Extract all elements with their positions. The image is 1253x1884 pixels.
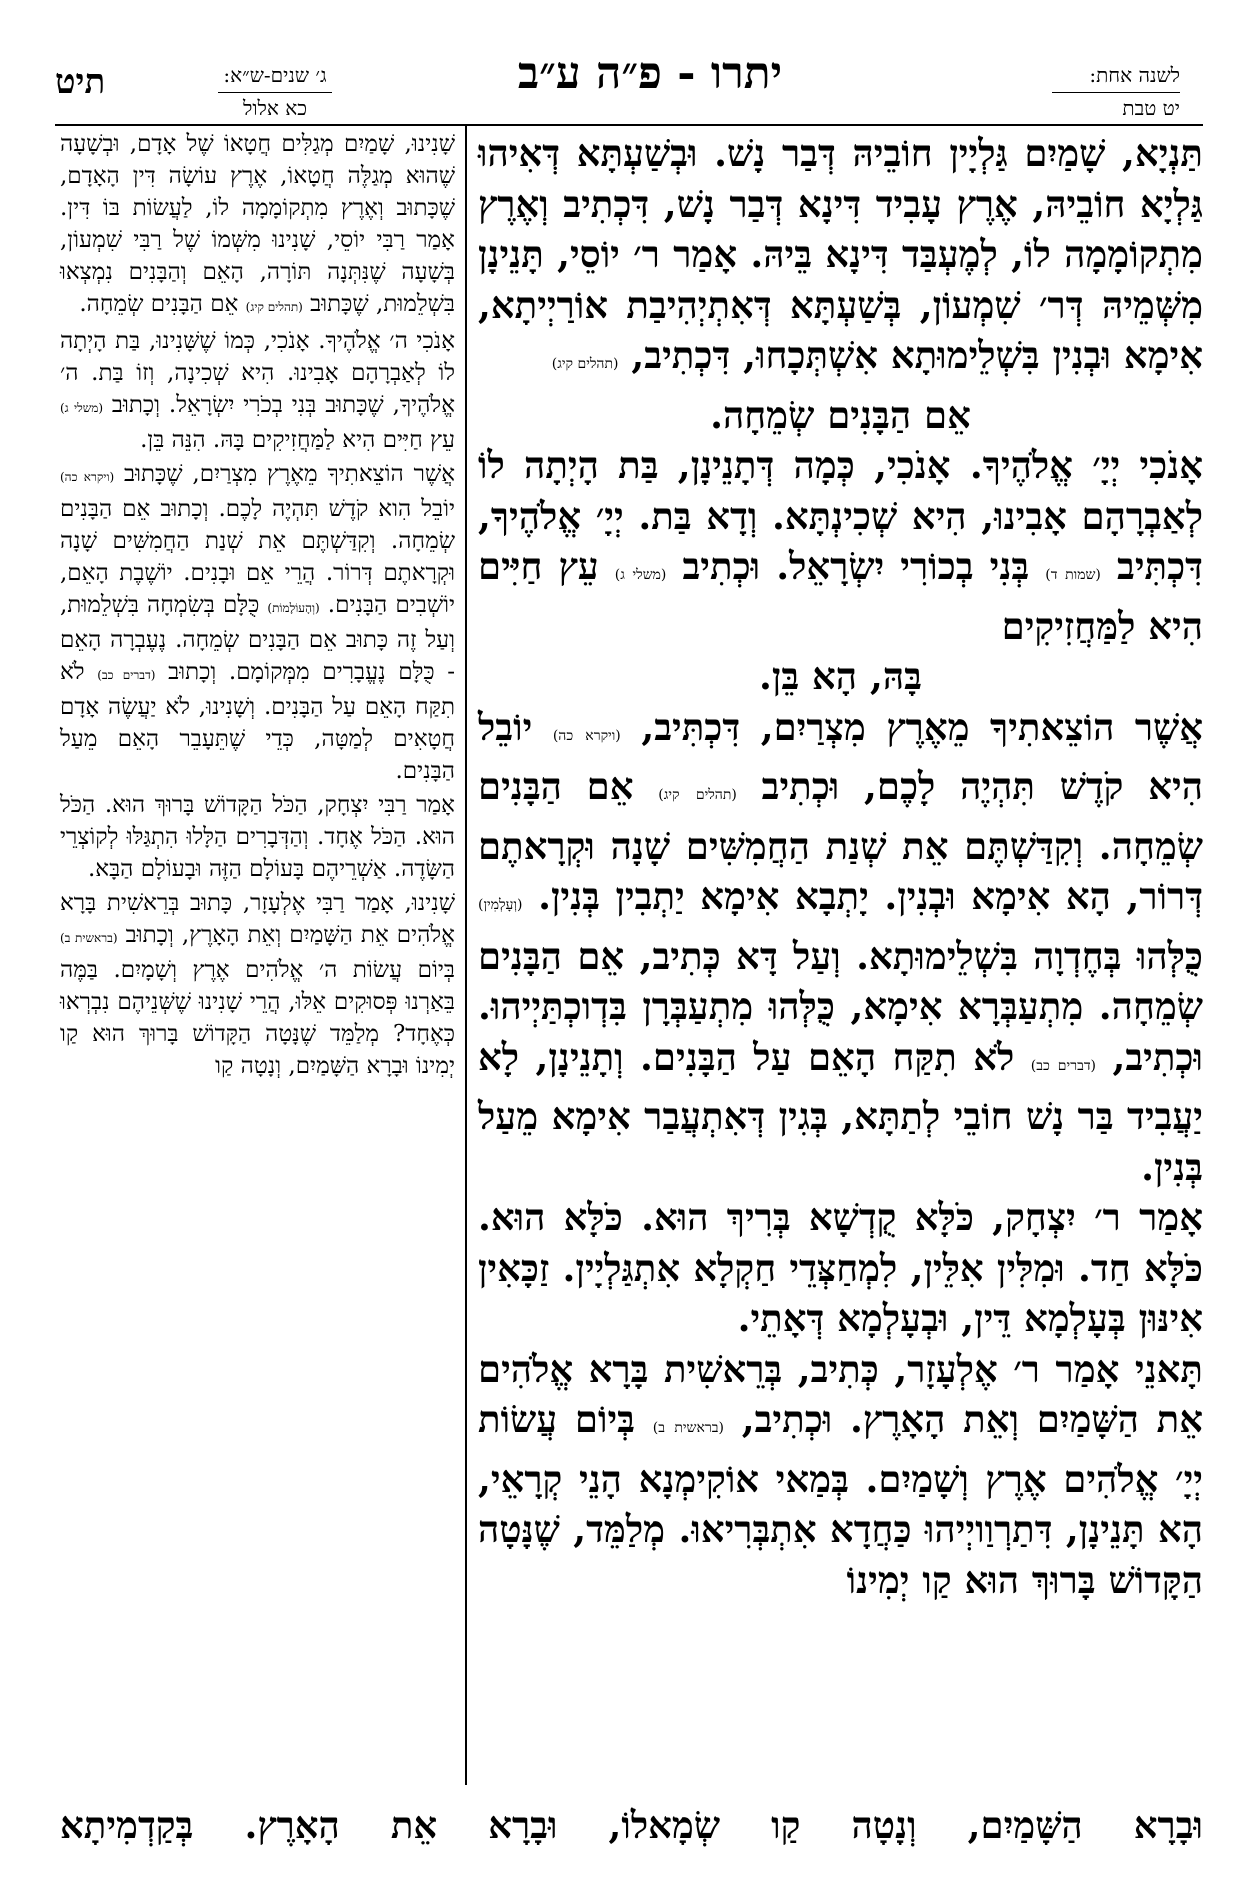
main-text: אֵם הַבָּנִים שְׂמֵחָה. xyxy=(710,392,971,437)
side-text: אֵם הַבָּנִים שְׂמֵחָה. xyxy=(79,291,239,317)
main-text: בְּנִי בְכוֹרִי יִשְׂרָאֵל. וּכְתִיב xyxy=(682,544,1030,588)
main-text-column xyxy=(478,128,1203,1605)
main-paragraph xyxy=(478,702,1203,1193)
side-text: אָנֹכִי ה׳ אֱלֹהֶיךָ. אָנֹכִי, כְּמוֹ שֶׁשָּׁנִינוּ, בַּת הָיְתָה לוֹ לְאַבְרָהָם אָבִינוּ. הִיא שְׁכִינָה, וְזוֹ בַּת. ה׳ אֱלֹהֶיךָ, שֶׁכָּתוּב בְּנִי בְכֹרִי יִשְׂרָאֵל. וְכָתוּב xyxy=(60,328,455,418)
citation: (ויקרא כה) xyxy=(60,470,115,484)
citation: (וְעָלְמִין) xyxy=(478,897,523,913)
main-text: יוֹבֵל הִיא קֹדֶשׁ תִּהְיֶה לָכֶם, וּכְתִיב xyxy=(478,704,1203,808)
citation: (משלי ג) xyxy=(614,567,667,583)
main-text: תָּאנֵי אָמַר ר׳ אֶלְעָזָר, כְּתִיב, בְּרֵאשִׁית בָּרָא אֱלֹהִים אֵת הַשָּׁמַיִם וְאֵת הָאָרֶץ. וּכְתִיב, xyxy=(478,1346,1203,1441)
side-text: יוֹבֵל הִוא קֹדֶשׁ תִּהְיֶה לָכֶם. וְכָתוּב אֵם הַבָּנִים שְׂמֵחָה. וְקִדַּשְׁתֶּם אֵת שְׁנַת הַחֲמִשִּׁים שָׁנָה וּקְרָאתֶם דְּרוֹר. הֲרֵי אֵם וּבָנִים. יוֹשֶׁבֶת הָאֵם, יוֹשְׁבִים הַבָּנִים. xyxy=(60,496,456,618)
citation: (שמות ד) xyxy=(1045,567,1101,583)
main-text: לֹא תִקַּח הָאֵם עַל הַבָּנִים. וְתָנֵינָן, לָא יַעֲבִיד בַּר נָשׁ חוֹבֵי לְתַתָּא, בְּגִין דְּאִתְעֲבַר אִימָא מֵעַל בְּנִין. xyxy=(478,1034,1203,1189)
main-text: בָּהּ, הָא בֵּן. xyxy=(759,654,922,698)
side-text: אֲשֶׁר הוֹצֵאתִיךָ מֵאֶרֶץ מִצְרַיִם, שֶׁכָּתוּב xyxy=(124,461,455,487)
citation: (דברים כב) xyxy=(1030,1057,1097,1074)
side-paragraph xyxy=(60,325,455,456)
schedule-one-year-date: יט טבת xyxy=(1052,92,1180,123)
main-text: כֻּלְּהוּ בְּחֶדְוָה בִּשְׁלֵימוּתָא. וְעַל דָּא כְּתִיב, אֵם הַבָּנִים שְׂמֵחָה. מִתְעַבְּרָא אִימָא, כֻּלְּהוּ מִתְעַבְּרָן בִּדְוכְתַּיְיהוּ. וּכְתִיב, xyxy=(478,933,1203,1079)
main-paragraph xyxy=(478,440,1203,651)
page-title: יתרו - פ״ה ע״ב xyxy=(517,48,783,99)
side-text: שָׁנִינוּ, אָמַר רַבִּי אֶלְעָזָר, כָּתוּב בְּרֵאשִׁית בָּרָא אֱלֹהִים אֵת הַשָּׁמַיִם וְאֵת הָאָרֶץ, וְכָתוּב xyxy=(60,890,455,948)
side-text: כֻּלָּם בְּשִׂמְחָה בִּשְׁלֵמוּת, וְעַל זֶה כָּתוּב אֵם הַבָּנִים שְׂמֵחָה. נֶעֶבְרָה הָאֵם - כֻּלָּם נֶעֱבָרִים מִמְּקוֹמָם. וְכָתוּב xyxy=(60,592,455,685)
main-text: בְּיוֹם עֲשׂוֹת יְיָ׳ אֱלֹהִים אֶרֶץ וְשָׁמַיִם. בְּמַאי אוֹקִימְנָא הָנֵי קְרָאֵי, הָא תָּנֵינָן, דִּתַרְוַויְיהוּ כַּחֲדָא אִתְבְּרִיאוּ. מְלַמֵּד, שֶׁנָּטָה הַקָּדוֹשׁ בָּרוּךְ הוּא קַו יְמִינוֹ xyxy=(478,1397,1203,1602)
side-text: בְּיוֹם עֲשׂוֹת ה׳ אֱלֹהִים אֶרֶץ וְשָׁמָיִם. בַּמֶּה בֵּאַרְנוּ פְּסוּקִים אֵלּוּ, הֲרֵי שָׁנִינוּ שֶׁשְּׁנֵיהֶם נִבְרְאוּ כְּאֶחָד? מְלַמֵּד שֶׁנָּטָה הַקָּדוֹשׁ בָּרוּךְ הוּא קַו יְמִינוֹ וּבָרָא הַשָּׁמַיִם, וְנָטָה קַו xyxy=(60,957,455,1079)
citation: (בראשית ב) xyxy=(652,1420,724,1436)
main-text: אֲשֶׁר הוֹצֵאתִיךָ מֵאֶרֶץ מִצְרַיִם, דִּכְתִּיב, xyxy=(641,704,1204,749)
main-text: אֵם הַבָּנִים שְׂמֵחָה. וְקִדַּשְׁתֶּם אֵת שְׁנַת הַחֲמִשִּׁים שָׁנָה וּקְרָאתֶם דְּרוֹר, הָא אִימָא וּבְנִין. יָתְבָא אִימָא יַתְבִין בְּנִין. xyxy=(478,764,1203,918)
page-number: תיט xyxy=(55,62,106,102)
main-text: אָנֹכִי יְיָ׳ אֱלֹהֶיךָ. אָנֹכִי, כְּמָה דְּתָנֵינָן, בַּת הָיְתָה לוֹ לְאַבְרָהָם אָבִינוּ, הִיא שְׁכִינְתָּא. וְדָא בַּת. יְיָ׳ אֱלֹהֶיךָ, דִּכְתִּיב xyxy=(478,443,1203,588)
column-divider xyxy=(465,125,467,1785)
citation: (תהלים קיג) xyxy=(658,787,737,803)
side-text: לֹא תִקַּח הָאֵם עַל הַבָּנִים. וְשָׁנִינוּ, לֹא יַעֲשֶׂה אָדָם חֲטָאִים לְמַטָּה, כְּדֵי שֶׁתֵּעָבֵר הָאֵם מֵעַל הַבָּנִים. xyxy=(60,659,455,784)
main-text: תַּנְיָא, שָׁמַיִם גַּלְיָין חוֹבֵיהּ דְּבַר נָשׁ. וּבְשַׁעְתָּא דְּאִיהוּ גַּלְיָא חוֹבֵיהּ, אֶרֶץ עָבִיד דִּינָא דְּבַר נָשׁ, דִּכְתִיב וְאֶרֶץ מִתְקוֹמָמָה לוֹ, לְמֶעְבַּד דִּינָא בֵּיהּ. אָמַר ר׳ יוֹסֵי, תָּנֵינָן מִשְּׁמֵיהּ דְּר׳ שִׁמְעוֹן, בְּשַׁעְתָּא דְּאִתְיְהִיבַת אוֹרַיְיתָא, אִימָא וּבְנִין בִּשְׁלֵימוּתָא אִשְׁתְּכָחוּ, דִּכְתִיב, xyxy=(478,131,1203,377)
side-paragraph xyxy=(60,887,455,1082)
main-paragraph xyxy=(478,128,1203,390)
schedule-three-years-date: כא אלול xyxy=(218,92,332,123)
citation: (משלי ג) xyxy=(60,401,104,415)
side-paragraph xyxy=(60,128,455,323)
side-paragraph xyxy=(60,789,455,885)
citation: (דברים כב) xyxy=(97,668,156,682)
header-divider xyxy=(55,124,1203,126)
citation: (ויקרא כה) xyxy=(552,727,621,744)
main-paragraph xyxy=(478,1344,1203,1606)
main-text: עֵץ חַיִּים הִיא לַמַּחֲזִיקִים xyxy=(478,544,1203,648)
side-text: עֵץ חַיִּים הִיא לַמַּחֲזִיקִים בָּהּ. הִנֵּה בֵּן. xyxy=(140,427,455,453)
side-text: אָמַר רַבִּי יִצְחָק, הַכֹּל הַקָּדוֹשׁ בָּרוּךְ הוּא. הַכֹּל הוּא. הַכֹּל אֶחָד. וְהַדְּבָרִים הַלָּלוּ הִתְגַּלּוּ לְקוֹצְרֵי הַשָּׂדֶה. אַשְׁרֵיהֶם בָּעוֹלָם הַזֶּה וּבָעוֹלָם הַבָּא. xyxy=(60,792,455,882)
translation-column xyxy=(60,128,455,1084)
citation: (בראשית ב) xyxy=(60,931,118,945)
main-paragraph xyxy=(478,1192,1203,1344)
citation: (תהלים קיג) xyxy=(245,300,303,314)
side-paragraph xyxy=(60,458,455,787)
side-text: שָׁנִינוּ, שָׁמַיִם מְגַלִּים חֲטָאוֹ שֶׁל אָדָם, וּבְשָׁעָה שֶׁהוּא מְגַלֶּה חֲטָאוֹ, אֶרֶץ עוֹשָׂה דִּין הָאָדָם, שֶׁכָּתוּב וְאֶרֶץ מִתְקוֹמָמָה לוֹ, לַעֲשׂוֹת בּוֹ דִּין. אָמַר רַבִּי יוֹסֵי, שָׁנִינוּ מִשְּׁמוֹ שֶׁל רַבִּי שִׁמְעוֹן, בְּשָׁעָה שֶׁנִּתְּנָה תּוֹרָה, הָאֵם וְהַבָּנִים נִמְצְאוּ בִּשְׁלֵמוּת, שֶׁכָּתוּב xyxy=(60,131,455,317)
schedule-three-years-label: ג׳ שנים-ש״א: xyxy=(223,63,327,87)
citation: (וְהָעוֹלָמוֹת) xyxy=(267,601,320,615)
main-text: אָמַר ר׳ יִצְחָק, כֹּלָּא קֻדְשָׁא בְּרִיךְ הוּא. כֹּלָּא הוּא. כֹּלָּא חַד. וּמִלִּין אִלֵּין, לִמְחַצְּדֵי חַקְלָא אִתְגַּלְיָין. זַכָּאִין אִינּוּן בְּעָלְמָא דֵּין, וּבְעָלְמָא דְּאָתֵי. xyxy=(478,1195,1203,1340)
schedule-one-year-label: לשנה אחת: xyxy=(1089,63,1180,87)
schedule-one-year xyxy=(930,60,1180,123)
citation: (תהלים קיג) xyxy=(551,356,619,372)
schedule-three-years xyxy=(125,60,425,123)
continuation-line: וּבָרָא הַשָּׁמַיִם, וְנָטָה קַו שְׂמָאלוֹ, וּבָרָא אֵת הָאָרֶץ. בְּקַדְמִיתָא xyxy=(60,1803,1203,1847)
